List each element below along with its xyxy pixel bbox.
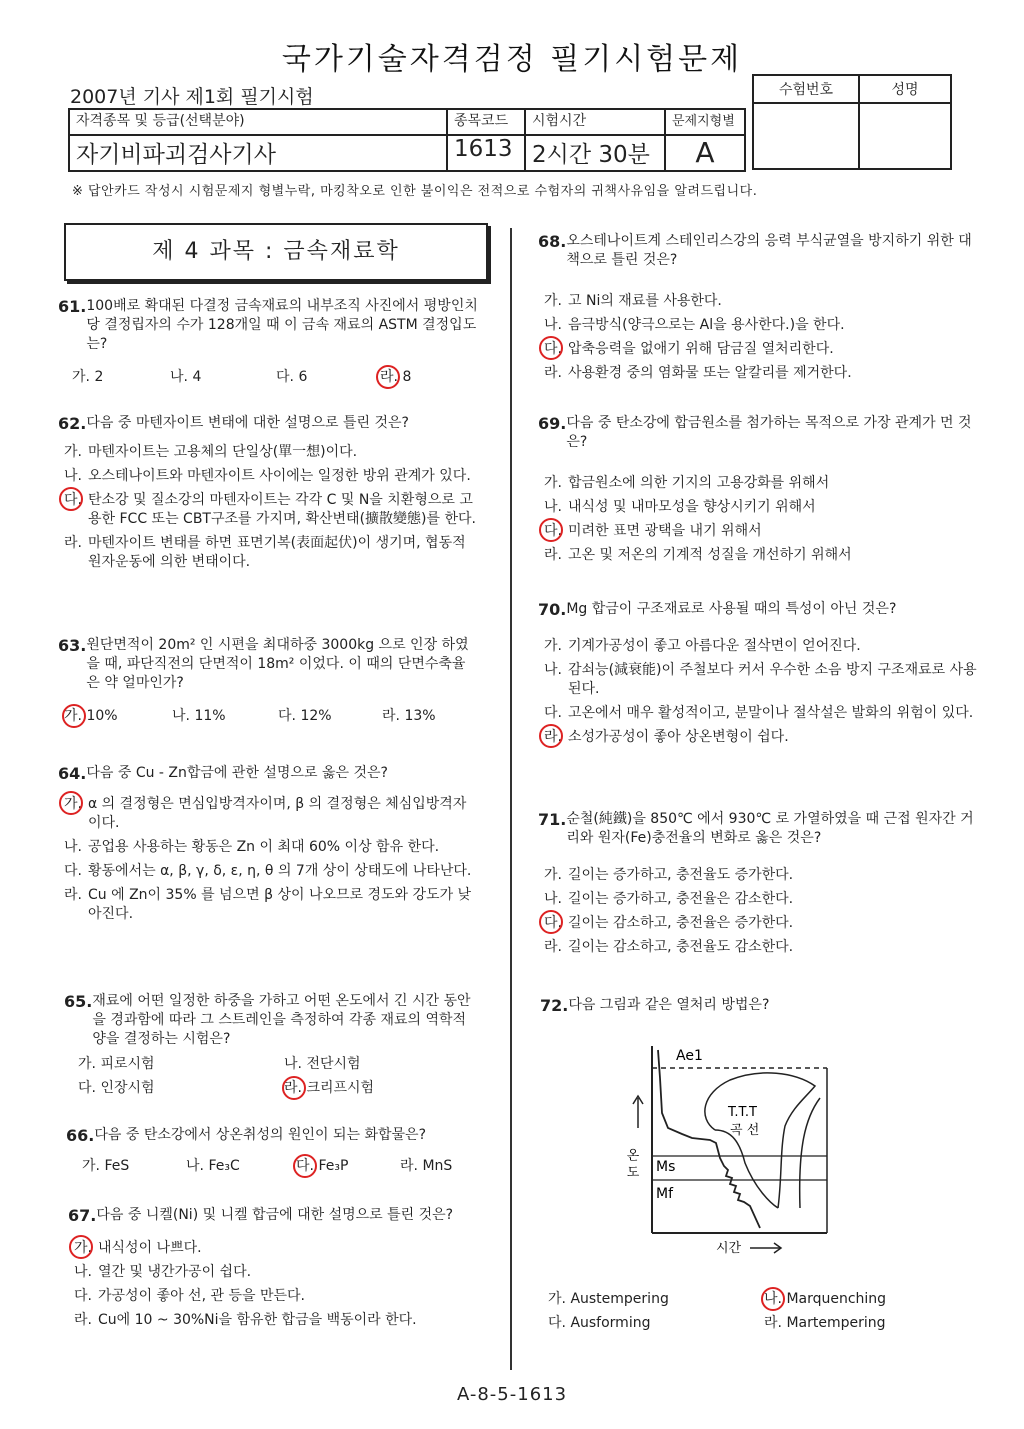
option-text[interactable]: 마텐자이트 변태를 하면 표면기복(表面起伏)이 생기며, 협동적 원자운동에 의한 변태이다. (88, 535, 466, 570)
option-label: 나. (544, 891, 562, 907)
option-text[interactable]: Marquenching (786, 1291, 887, 1307)
answer-mark-circle (539, 910, 563, 934)
option-text[interactable]: 내식성이 나쁘다. (98, 1240, 202, 1256)
question-63 (58, 636, 478, 726)
option-label: 가. (74, 1240, 92, 1256)
option-text[interactable]: MnS (422, 1158, 453, 1174)
option-label: 다. (74, 1288, 92, 1304)
option-label: 나. (186, 1158, 204, 1174)
answer-mark-circle (539, 336, 563, 360)
option-label: 가. (64, 444, 82, 460)
question-number: 63. (58, 636, 87, 655)
option-label: 나. (284, 1056, 302, 1072)
option-label: 라. (764, 1315, 782, 1331)
option-text[interactable]: Cu에 10 ~ 30%Ni을 함유한 합금을 백동이라 한다. (98, 1312, 417, 1328)
option-label: 라. (64, 887, 82, 903)
question-65 (64, 992, 484, 1098)
option-text[interactable]: 13% (404, 708, 436, 724)
option-label: 다. (296, 1158, 314, 1174)
ttt-diagram (620, 1038, 840, 1268)
question-number: 62. (58, 414, 87, 433)
option-label: 다. (544, 915, 562, 931)
page-footer: A-8-5-1613 (456, 1384, 568, 1405)
code-label: 종목코드 (447, 109, 525, 135)
question-67 (68, 1206, 488, 1330)
curve-label: 곡 선 (730, 1123, 760, 1138)
option-label: 다. (78, 1080, 96, 1096)
option-text[interactable]: 크리프시험 (306, 1080, 375, 1096)
option-text[interactable]: 피로시험 (100, 1056, 155, 1072)
option-text[interactable]: 고온 및 저온의 기계적 성질을 개선하기 위해서 (568, 547, 852, 563)
candidate-no-label: 수험번호 (753, 75, 859, 103)
option-text[interactable]: Cu 에 Zn이 35% 를 넘으면 β 상이 나오므로 경도와 강도가 낮아진다. (88, 887, 472, 922)
question-66 (66, 1126, 486, 1176)
question-number: 67. (68, 1206, 97, 1225)
question-text: 원단면적이 20m² 인 시편을 최대하중 3000kg 으로 인장 하였을 때, 파단직전의 단면적이 18m² 이었다. 이 때의 단면수축율은 약 얼마인가? (86, 637, 469, 691)
page-title: 국가기술자격검정 필기시험문제 (281, 42, 743, 77)
type-value: A (665, 135, 745, 171)
subject-title: 제 4 과목 : 금속재료학 (64, 223, 488, 281)
option-text[interactable]: 압축응력을 없애기 위해 담금질 열처리한다. (568, 341, 834, 357)
time-label: 시험시간 (525, 109, 665, 135)
option-text[interactable]: 소성가공성이 좋아 상온변형이 쉽다. (568, 729, 789, 745)
question-text: 다음 중 마텐자이트 변태에 대한 설명으로 틀린 것은? (86, 415, 409, 431)
question-number: 64. (58, 764, 87, 783)
answer-mark-circle (62, 704, 86, 728)
candidate-no-field[interactable] (753, 103, 859, 169)
question-text: 오스테나이트계 스테인리스강의 응력 부식균열을 방지하기 위한 대책으로 틀린 것은? (566, 233, 972, 268)
cooling-curve (658, 1050, 760, 1228)
option-text[interactable]: 고 Ni의 재료를 사용한다. (568, 293, 722, 309)
question-number: 66. (66, 1126, 95, 1145)
question-72 (540, 996, 980, 1015)
answer-mark-circle (293, 1154, 317, 1178)
option-text[interactable]: Fe₃P (318, 1158, 349, 1174)
option-text[interactable]: 12% (300, 708, 332, 724)
option-text[interactable]: Fe₃C (208, 1158, 240, 1174)
option-text[interactable]: 길이는 증가하고, 충전율도 증가한다. (568, 867, 794, 883)
option-label: 라. (544, 365, 562, 381)
option-label: 다. (544, 341, 562, 357)
category-value: 자기비파괴검사기사 (69, 135, 447, 171)
option-label: 다. (544, 705, 562, 721)
option-text[interactable]: 8 (402, 369, 412, 385)
time-axis-label: 시간 (716, 1241, 742, 1256)
code-value: 1613 (447, 135, 525, 171)
question-68 (538, 232, 978, 383)
option-label: 다. (64, 492, 82, 508)
answer-mark-circle (282, 1076, 306, 1100)
question-number: 70. (538, 600, 567, 619)
answer-mark-circle (539, 518, 563, 542)
option-text[interactable]: Ausforming (570, 1315, 651, 1331)
option-text[interactable]: Martempering (786, 1315, 886, 1331)
option-text[interactable]: 탄소강 및 질소강의 마텐자이트는 각각 C 및 N을 치환형으로 고용한 FCC 또는 CBT구조를 가지며, 확산변태(擴散變態)를 한다. (88, 492, 476, 527)
question-71 (538, 810, 978, 957)
option-label: 다. (276, 369, 294, 385)
option-label: 가. (78, 1056, 96, 1072)
option-text[interactable]: 공업용 사용하는 황동은 Zn 이 최대 60% 이상 함유 한다. (88, 839, 440, 855)
option-label: 나. (74, 1264, 92, 1280)
question-text: Mg 합금이 구조재료로 사용될 때의 특성이 아닌 것은? (566, 601, 897, 617)
ttt-curve-start (705, 1073, 815, 1208)
temp-axis-label: 온 도 (623, 1148, 639, 1179)
option-text[interactable]: 가공성이 좋아 선, 관 등을 만든다. (98, 1288, 305, 1304)
question-text: 재료에 어떤 일정한 하중을 가하고 어떤 온도에서 긴 시간 동안을 경과함에 따라 그 스트레인을 측정하여 각종 재료의 역학적 양을 결정하는 시험은? (92, 993, 471, 1047)
option-label: 가. (548, 1291, 566, 1307)
question-number: 68. (538, 232, 567, 251)
option-label: 라. (544, 729, 562, 745)
name-field[interactable] (859, 103, 951, 169)
option-text[interactable]: 길이는 감소하고, 충전율은 증가한다. (568, 915, 794, 931)
ttt-label: T.T.T (728, 1105, 758, 1120)
option-text[interactable]: 11% (194, 708, 226, 724)
question-70 (538, 600, 978, 747)
option-label: 라. (74, 1312, 92, 1328)
question-text: 다음 중 탄소강에서 상온취성의 원인이 되는 화합물은? (94, 1127, 427, 1143)
mf-label: Mf (656, 1186, 674, 1202)
option-label: 가. (72, 369, 90, 385)
question-61 (58, 297, 478, 387)
option-text[interactable]: 6 (298, 369, 308, 385)
notice: ※ 답안카드 작성시 시험문제지 형별누락, 마킹착오로 인한 불이익은 전적으로 수험자의 귀책사유임을 알려드립니다. (72, 184, 758, 199)
option-text[interactable]: 길이는 감소하고, 충전율도 감소한다. (568, 939, 794, 955)
option-text[interactable]: 합금원소에 의한 기지의 고용강화를 위해서 (568, 475, 830, 491)
category-label: 자격종목 및 등급(선택분야) (69, 109, 447, 135)
question-64 (58, 764, 478, 924)
option-text[interactable]: 10% (86, 708, 118, 724)
option-label: 나. (170, 369, 188, 385)
question-text: 다음 중 Cu - Zn합금에 관한 설명으로 옳은 것은? (86, 765, 388, 781)
question-number: 69. (538, 414, 567, 433)
answer-mark-circle (376, 365, 400, 389)
ttt-curve-nose (715, 1130, 778, 1208)
exam-info-table (68, 108, 746, 172)
option-label: 나. (64, 468, 82, 484)
option-label: 다. (278, 708, 296, 724)
option-text[interactable]: 미려한 표면 광택을 내기 위해서 (568, 523, 762, 539)
option-label: 나. (764, 1291, 782, 1307)
option-label: 가. (64, 708, 82, 724)
question-text: 다음 그림과 같은 열처리 방법은? (568, 997, 770, 1013)
type-label: 문제지형별 (665, 109, 745, 135)
question-number: 65. (64, 992, 93, 1011)
option-label: 라. (380, 369, 398, 385)
answer-mark-circle (59, 487, 83, 511)
candidate-table (752, 74, 952, 170)
question-69 (538, 414, 978, 565)
question-number: 72. (540, 996, 569, 1015)
option-text[interactable]: 인장시험 (100, 1080, 155, 1096)
option-label: 가. (544, 293, 562, 309)
option-text[interactable]: 열간 및 냉간가공이 쉽다. (98, 1264, 252, 1280)
option-label: 라. (400, 1158, 418, 1174)
option-text[interactable]: 마텐자이트는 고용체의 단일상(單一想)이다. (88, 444, 358, 460)
ae1-label: Ae1 (676, 1048, 703, 1064)
option-label: 나. (544, 499, 562, 515)
option-label: 나. (544, 662, 562, 678)
option-text[interactable]: 내식성 및 내마모성을 향상시키기 위해서 (568, 499, 816, 515)
option-label: 나. (64, 839, 82, 855)
exam-name: 2007년 기사 제1회 필기시험 (70, 86, 314, 108)
option-label: 가. (544, 475, 562, 491)
option-label: 라. (64, 535, 82, 551)
option-text[interactable]: α 의 결정형은 면심입방격자이며, β 의 결정형은 체심입방격자이다. (88, 796, 467, 831)
time-value: 2시간 30분 (525, 135, 665, 171)
option-text[interactable]: 전단시험 (306, 1056, 361, 1072)
option-text[interactable]: 사용환경 중의 염화물 또는 알칼리를 제거한다. (568, 365, 852, 381)
option-label: 라. (284, 1080, 302, 1096)
option-text[interactable]: 고온에서 매우 활성적이고, 분말이나 절삭설은 발화의 위험이 있다. (568, 705, 974, 721)
option-label: 나. (544, 317, 562, 333)
option-text[interactable]: 황동에서는 α, β, γ, δ, ε, η, θ 의 7개 상이 상태도에 나타난다. (88, 863, 472, 879)
answer-mark-circle (539, 724, 563, 748)
option-label: 가. (544, 638, 562, 654)
option-text[interactable]: Austempering (570, 1291, 669, 1307)
option-text[interactable]: 감쇠능(減衰能)이 주철보다 커서 우수한 소음 방지 구조재료로 사용된다. (568, 662, 977, 697)
answer-mark-circle (69, 1235, 93, 1259)
option-label: 가. (82, 1158, 100, 1174)
option-text[interactable]: 길이는 증가하고, 충전율은 감소한다. (568, 891, 794, 907)
ms-label: Ms (656, 1159, 676, 1175)
question-62 (58, 414, 478, 572)
answer-mark-circle (761, 1287, 785, 1311)
option-text[interactable]: 기계가공성이 좋고 아름다운 절삭면이 얻어진다. (568, 638, 861, 654)
name-label: 성명 (859, 75, 951, 103)
option-label: 다. (64, 863, 82, 879)
question-text: 다음 중 니켈(Ni) 및 니켈 합금에 대한 설명으로 틀린 것은? (96, 1207, 454, 1223)
question-number: 61. (58, 297, 87, 316)
answer-mark-circle (59, 791, 83, 815)
option-text[interactable]: 4 (192, 369, 202, 385)
option-label: 나. (172, 708, 190, 724)
option-label: 다. (548, 1315, 566, 1331)
question-text: 순철(純鐵)을 850℃ 에서 930℃ 로 가열하였을 때 근접 원자간 거리와 원자(Fe)충전율의 변화로 옳은 것은? (566, 811, 974, 846)
question-number: 71. (538, 810, 567, 829)
option-text[interactable]: 음극방식(양극으로는 Al을 용사한다.)을 한다. (568, 317, 845, 333)
option-text[interactable]: FeS (104, 1158, 130, 1174)
option-text[interactable]: 오스테나이트와 마텐자이트 사이에는 일정한 방위 관계가 있다. (88, 468, 471, 484)
question-text: 다음 중 탄소강에 합금원소를 첨가하는 목적으로 가장 관계가 먼 것은? (566, 415, 972, 450)
column-divider (510, 228, 512, 1370)
question-72-options (548, 1290, 978, 1333)
ttt-curve-finish (800, 1098, 820, 1208)
option-label: 라. (544, 939, 562, 955)
option-label: 다. (544, 523, 562, 539)
option-label: 라. (382, 708, 400, 724)
option-label: 가. (544, 867, 562, 883)
option-label: 라. (544, 547, 562, 563)
option-label: 가. (64, 796, 82, 812)
option-text[interactable]: 2 (94, 369, 104, 385)
question-text: 100배로 확대된 다결정 금속재료의 내부조직 사진에서 평방인치당 결정립자의 수가 128개일 때 이 금속 재료의 ASTM 결정입도는? (86, 298, 478, 352)
